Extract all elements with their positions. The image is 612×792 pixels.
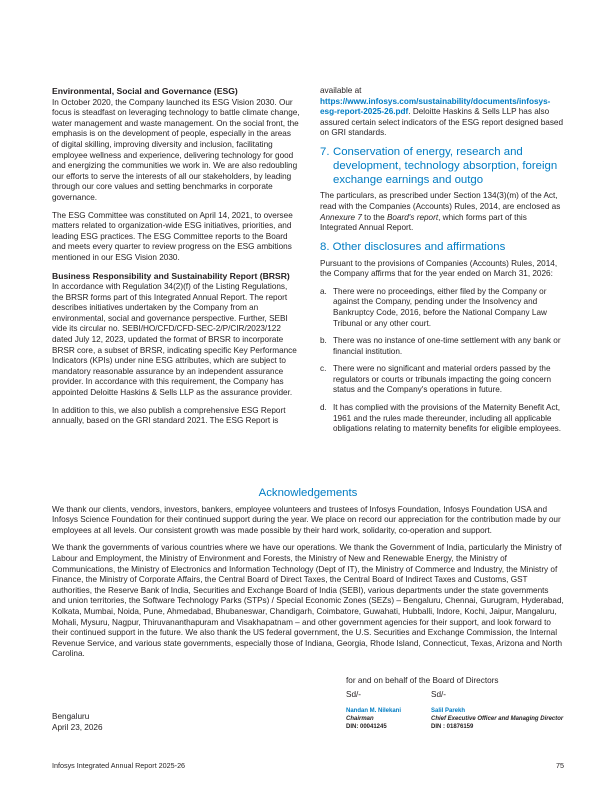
list-item: [320, 364, 564, 396]
affirmations-list: [320, 287, 564, 435]
list-marker: b.: [320, 336, 327, 346]
chairman-name: Nandan M. Nilekani: [346, 708, 402, 714]
list-item: [320, 336, 564, 357]
list-marker: c.: [320, 364, 327, 374]
section-7-heading: [320, 146, 564, 187]
continuation-prefix: available at: [320, 86, 362, 95]
esg-paragraph-2: The ESG Committee was constituted on April 14, 2021, to oversee matters related to organization-wide ESG initiatives, priorities, and leading ESG practices. The ESG Committee reports to the Board and meets every quarter to review progress on the ESG ambitions mentioned in our ESG Vision 2030.: [52, 210, 293, 262]
brsr-paragraph-2: In addition to this, we also publish a comprehensive ESG Report annually, based on the GRI standard 2021. The ESG Report is: [52, 405, 286, 426]
section-7-text-a: The particulars, as prescribed under Section 134(3)(m) of the Act, read with the Companies (Accounts) Rules, 2014, are enclosed as: [320, 191, 561, 211]
esg-report-continuation: [320, 86, 564, 139]
ceo-name: Salil Parekh: [431, 708, 466, 714]
brsr-heading: Business Responsibility and Sustainability Report (BRSR): [52, 270, 290, 281]
chairman-signature-block: [346, 707, 401, 731]
footer-report-title: Infosys Integrated Annual Report 2025-26: [52, 761, 186, 770]
ceo-signature-block: [431, 707, 563, 731]
list-marker: a.: [320, 286, 327, 296]
ceo-din: DIN : 01876159: [431, 724, 474, 730]
list-item: [320, 287, 564, 329]
brsr-paragraph-1: In accordance with Regulation 34(2)(f) of the Listing Regulations, the BRSR forms part of this Integrated Annual Report. The report describes initiatives undertaken by the Company from an environmental, social and governance perspective. Further, SEBI vide its circular no. SEBI/HO/CFD/CFD-SEC-2/P/CIR/2023/122 dated July 12, 2023, updated the format of BRSR to incorporate BRSR core, a subset of BRSR, indicating specific Key Performance Indicators (KPIs) under nine ESG attributes, which are subject to mandatory reasonable assurance by an independent assurance provider. In accordance with this requirement, the Company has appointed Deloitte Haskins & Sells LLP as the assurance provider.: [52, 282, 297, 398]
right-column: [320, 86, 564, 442]
on-behalf-line: for and on behalf of the Board of Directors: [346, 676, 499, 685]
section-7-text-c: , which forms part of this Integrated Annual Report.: [320, 212, 527, 233]
esg-report-link[interactable]: https://www.infosys.com/sustainability/documents/infosys-esg-report-2025-26.pdf: [320, 96, 551, 117]
acknowledgements-heading: Acknowledgements: [258, 487, 358, 499]
esg-heading: Environmental, Social and Governance (ESG): [52, 86, 238, 96]
signature-sd-ceo: Sd/-: [431, 690, 447, 699]
section-7-number: 7.: [320, 145, 330, 158]
left-column: [52, 86, 300, 434]
list-item-text: There were no proceedings, either filed by the Company or against the Company, pending under the Insolvency and Bankruptcy Code, 2016, before the National Company Law Tribunal or any other court.: [333, 286, 547, 328]
list-item-text: It has complied with the provisions of the Maternity Benefit Act, 1961 and the rules made thereunder, including all applicable obligations relating to maternity benefits for eligible employees.: [333, 403, 562, 434]
list-item-text: There was no instance of one-time settlement with any bank or financial institution.: [333, 336, 561, 356]
esg-paragraph-1: In October 2020, the Company launched its ESG Vision 2030. Our focus is steadfast on leveraging technology to battle climate change, water management and waste management. On the social front, the emphasis is on the development of people, especially in the areas of digital skilling, improving diversity and inclusion, facilitating employee wellness and experience, delivering technology for good and energizing the communities we work in. We are also redoubling our efforts to serve the interests of all our stakeholders, by leading through our core values and setting benchmarks in corporate governance.: [52, 97, 300, 202]
acknowledgements-section: [52, 488, 564, 667]
section-7-paragraph: [320, 191, 564, 233]
section-8-intro: Pursuant to the provisions of Companies (Accounts) Rules, 2014, the Company affirms that for the year ended on March 31, 2026:: [320, 258, 558, 279]
section-8-heading: 8. Other disclosures and affirmations: [320, 240, 506, 253]
list-item: [320, 403, 564, 435]
continuation-suffix: . Deloitte Haskins & Sells LLP has also assured certain select indicators of the ESG report designed based on GRI standards.: [320, 107, 564, 138]
date: April 23, 2026: [52, 722, 103, 732]
acknowledgements-paragraph-2: We thank the governments of various countries where we have our operations. We thank the Government of India, particularly the Ministry of Labour and Employment, the Ministry of Environment and Forests, the Ministry of New and Renewable Energy, the Ministry of Communications, the Ministry of Electronics and Information Technology (Dept of IT), the Ministry of Commerce and Industry, the Ministry of Finance, the Ministry of Corporate Affairs, the Central Board of Direct Taxes, the Central Board of Indirect Taxes and Customs, GST authorities, the Reserve Bank of India, Securities and Exchange Board of India (SEBI), various departments under the state governments and union territories, the Software Technology Parks (STPs) / Special Economic Zones (SEZs) – Bengaluru, Chennai, Gurugram, Hyderabad, Kolkata, Mumbai, Noida, Pune, Ahmedabad, Bhubaneswar, Chandigarh, Coimbatore, Guwahati, Hubballi, Indore, Kochi, Jaipur, Mangaluru, Mohali, Mysuru, Nagpur, Thiruvananthapuram and Visakhapatnam – and other government agencies for their support, and look forward to their continued support in the future. We also thank the US federal government, the U.S. Securities and Exchange Commission, the Internal Revenue Service, and various state governments, especially those of Indiana, Georgia, Rhode Island, Connecticut, Texas, Arizona and North Carolina.: [52, 543, 564, 659]
boards-report-reference: Board's report: [386, 212, 439, 222]
page-number: 75: [556, 761, 564, 770]
chairman-din: DIN: 00041245: [346, 724, 387, 730]
place: Bengaluru: [52, 712, 90, 721]
place-date-block: [52, 712, 103, 733]
list-marker: d.: [320, 403, 327, 413]
list-item-text: There were no significant and material orders passed by the regulators or courts or tribunals impacting the going concern status and the Company's operations in future.: [333, 364, 551, 395]
ceo-title: Chief Executive Officer and Managing Director: [431, 716, 564, 722]
section-7-text-b: to the: [361, 212, 387, 222]
section-7-title: Conservation of energy, research and development, technology absorption, foreign exchange earnings and outgo: [333, 145, 558, 186]
chairman-title: Chairman: [346, 716, 374, 722]
acknowledgements-paragraph-1: We thank our clients, vendors, investors, bankers, employee volunteers and trustees of Infosys Foundation, Infosys Foundation USA and Infosys Science Foundation for their continued support during the year. We place on record our appreciation for the contribution made by our employees at all levels. Our consistent growth was made possible by their hard work, solidarity, co-operation and support.: [52, 504, 561, 535]
annexure-reference: Annexure 7: [320, 212, 362, 222]
signature-sd-chairman: Sd/-: [346, 690, 362, 699]
